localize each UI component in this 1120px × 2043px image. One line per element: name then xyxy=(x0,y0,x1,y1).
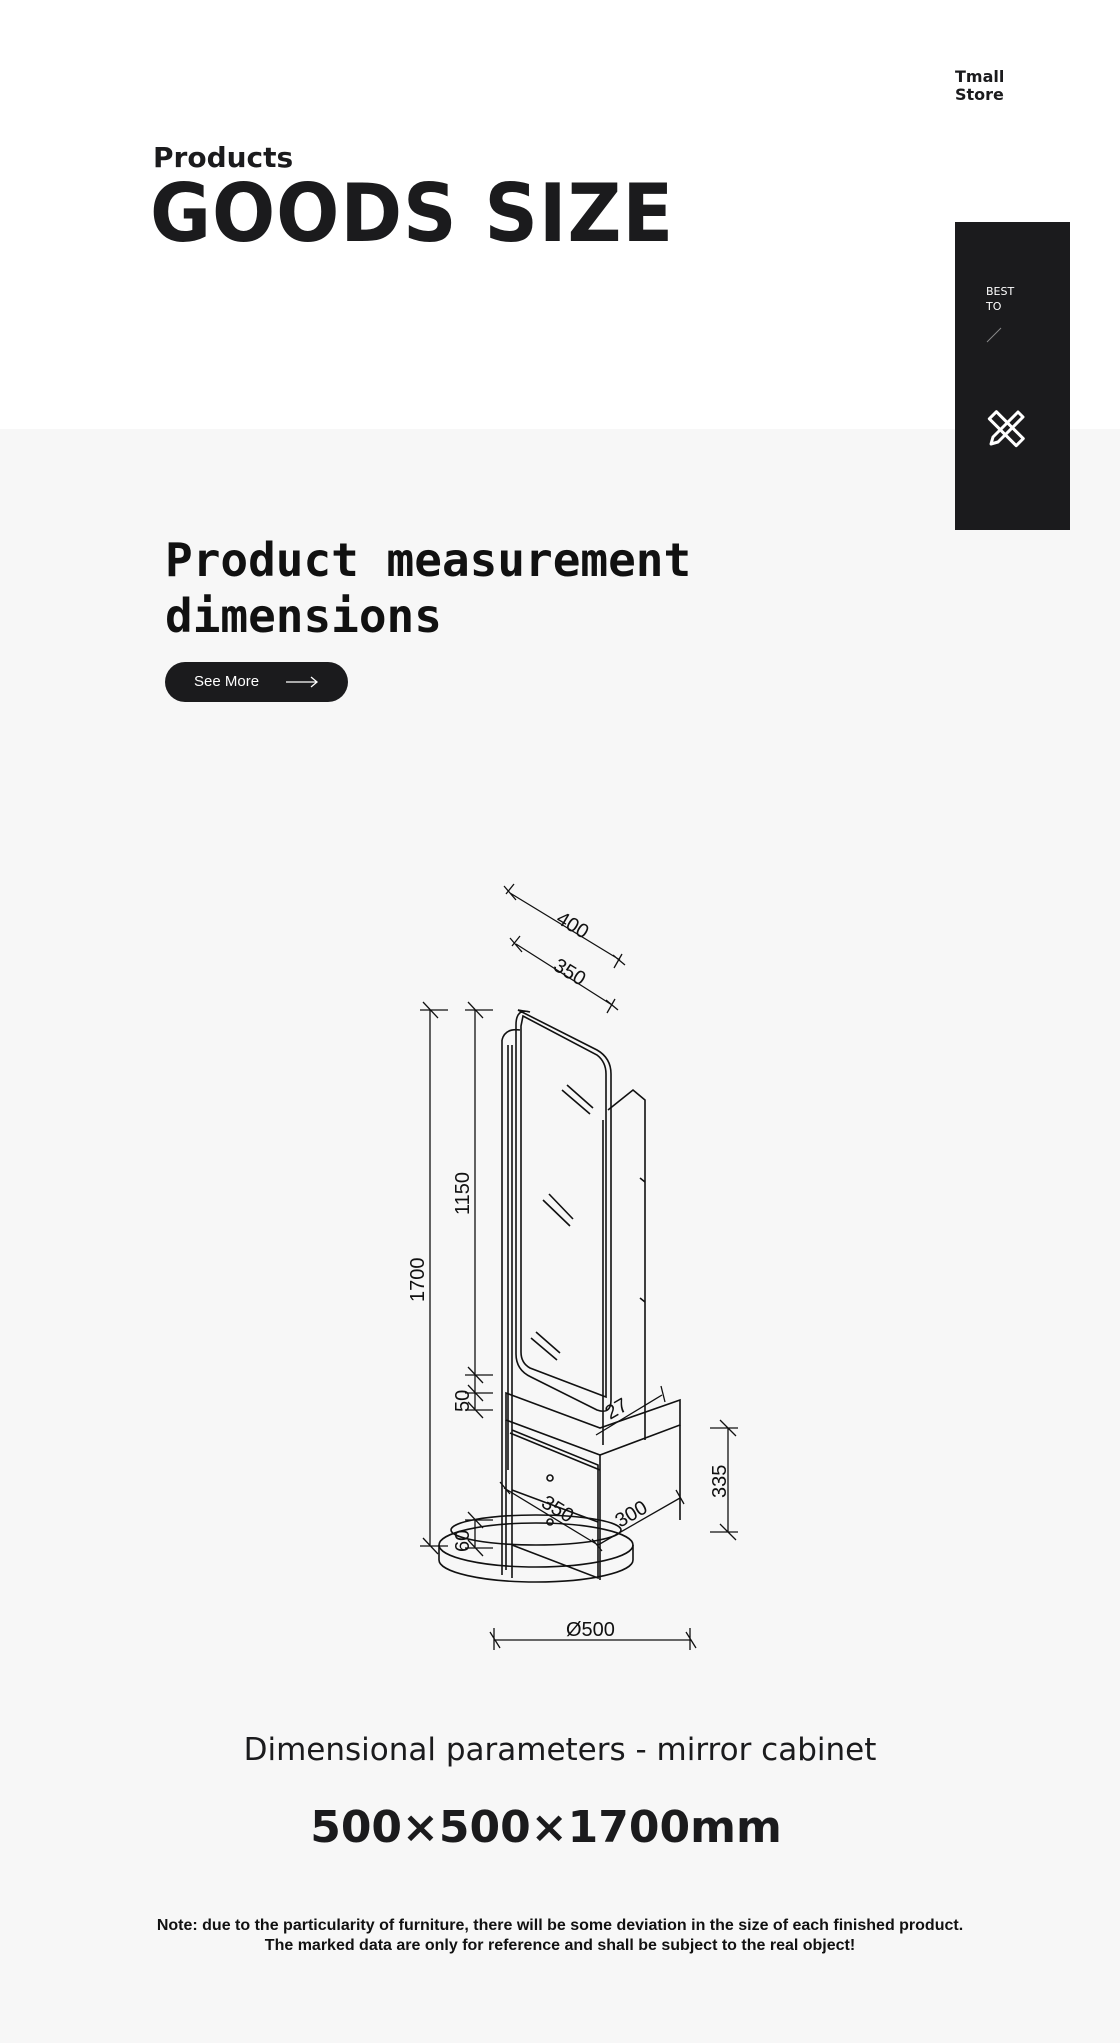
store-logo-line1: Tmall xyxy=(955,67,1005,86)
dim-top-inner: 350 xyxy=(549,954,590,991)
side-panel xyxy=(955,222,1070,530)
store-logo[interactable] xyxy=(955,68,1004,104)
side-panel-tag xyxy=(986,284,1014,314)
arrow-right-icon xyxy=(285,676,319,688)
pencil-ruler-icon xyxy=(985,406,1029,450)
dim-shelf-a: 50 xyxy=(452,1389,474,1412)
side-panel-tag-line2: TO xyxy=(986,300,1002,313)
page-title: GOODS SIZE xyxy=(150,167,675,260)
section-title-line2: dimensions xyxy=(165,589,442,643)
section-title-line1: Product measurement xyxy=(165,533,692,587)
eyebrow-label: Products xyxy=(153,141,294,174)
dim-top-outer: 400 xyxy=(552,907,593,944)
param-value: 500×500×1700mm xyxy=(310,1802,782,1853)
dim-total-height: 1700 xyxy=(407,1257,429,1302)
dim-drawer-depth: 300 xyxy=(611,1496,652,1533)
see-more-label: See More xyxy=(194,673,260,690)
section-title xyxy=(165,532,691,644)
dim-mirror-height: 1150 xyxy=(452,1171,474,1215)
disclaimer-line1: Note: due to the particularity of furniture, there will be some deviation in the size of each finished product. xyxy=(156,1917,964,1934)
disclaimer-line2: The marked data are only for reference and shall be subject to the real object! xyxy=(264,1937,856,1954)
side-panel-tag-line1: BEST xyxy=(986,285,1015,298)
slash-divider-icon xyxy=(985,326,1003,344)
dim-base-diameter: Ø500 xyxy=(566,1619,615,1641)
dim-base-height: 60 xyxy=(452,1529,474,1552)
see-more-button[interactable] xyxy=(165,662,348,702)
dim-drawer-width: 350 xyxy=(537,1491,578,1528)
disclaimer-note xyxy=(0,1916,1120,1956)
dimension-drawing xyxy=(380,870,760,1670)
dim-shelf-b: 27 xyxy=(601,1394,632,1425)
param-title: Dimensional parameters - mirror cabinet xyxy=(243,1732,877,1768)
dim-cabinet-height: 335 xyxy=(709,1464,731,1498)
store-logo-line2: Store xyxy=(955,85,1004,104)
